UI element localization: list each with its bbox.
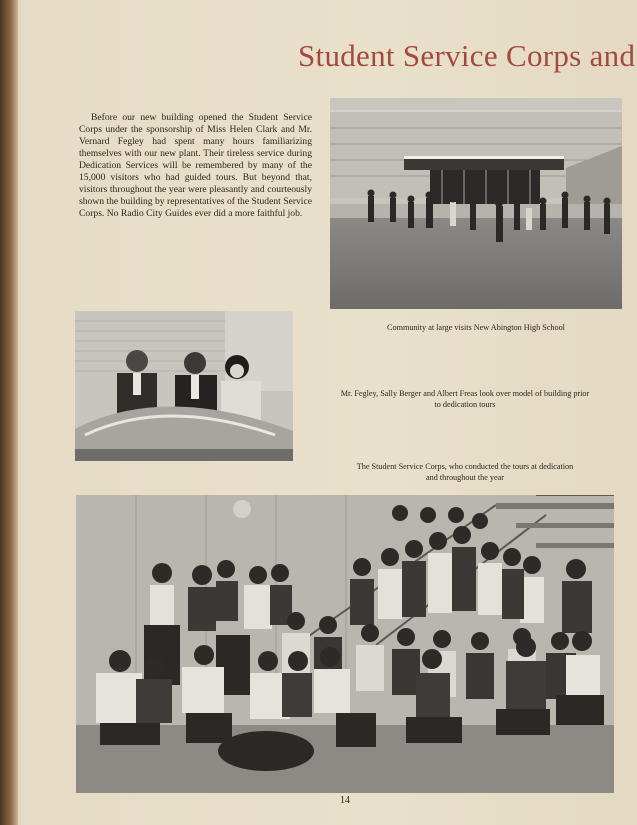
building-visitors-photo [330, 98, 622, 309]
student-service-corps-photo [76, 495, 614, 793]
building-model-photo [75, 311, 293, 461]
corps-caption-line2: and throughout the year [426, 473, 504, 482]
intro-paragraph: Before our new building opened the Student Service Corps under the sponsorship of Miss Helen Clark and Mr. Vernard Fegley had spent many hours familiarizing themselves with our new plant. Their tireless service during Dedication Services will be remembered by many of the 15,000 visitors who had guided tours. But beyond that, visitors throughout the year were pleasantly and courteously shown the building by representatives of the Student Service Corps. No Radio City Guides ever did a more faithful job. [79, 112, 312, 220]
model-caption-line2: to dedication tours [434, 400, 496, 409]
model-illustration [75, 311, 293, 461]
model-caption-line1: Mr. Fegley, Sally Berger and Albert Freas look over model of building prior [340, 389, 590, 398]
page-number: 14 [340, 795, 350, 806]
page-binding [0, 0, 18, 825]
community-caption: Community at large visits New Abington High School [387, 323, 565, 332]
building-visitors-illustration [330, 98, 622, 309]
corps-caption-line1: The Student Service Corps, who conducted the tours at dedication [356, 462, 574, 471]
page-title: Student Service Corps and [298, 38, 636, 73]
group-illustration [76, 495, 614, 793]
